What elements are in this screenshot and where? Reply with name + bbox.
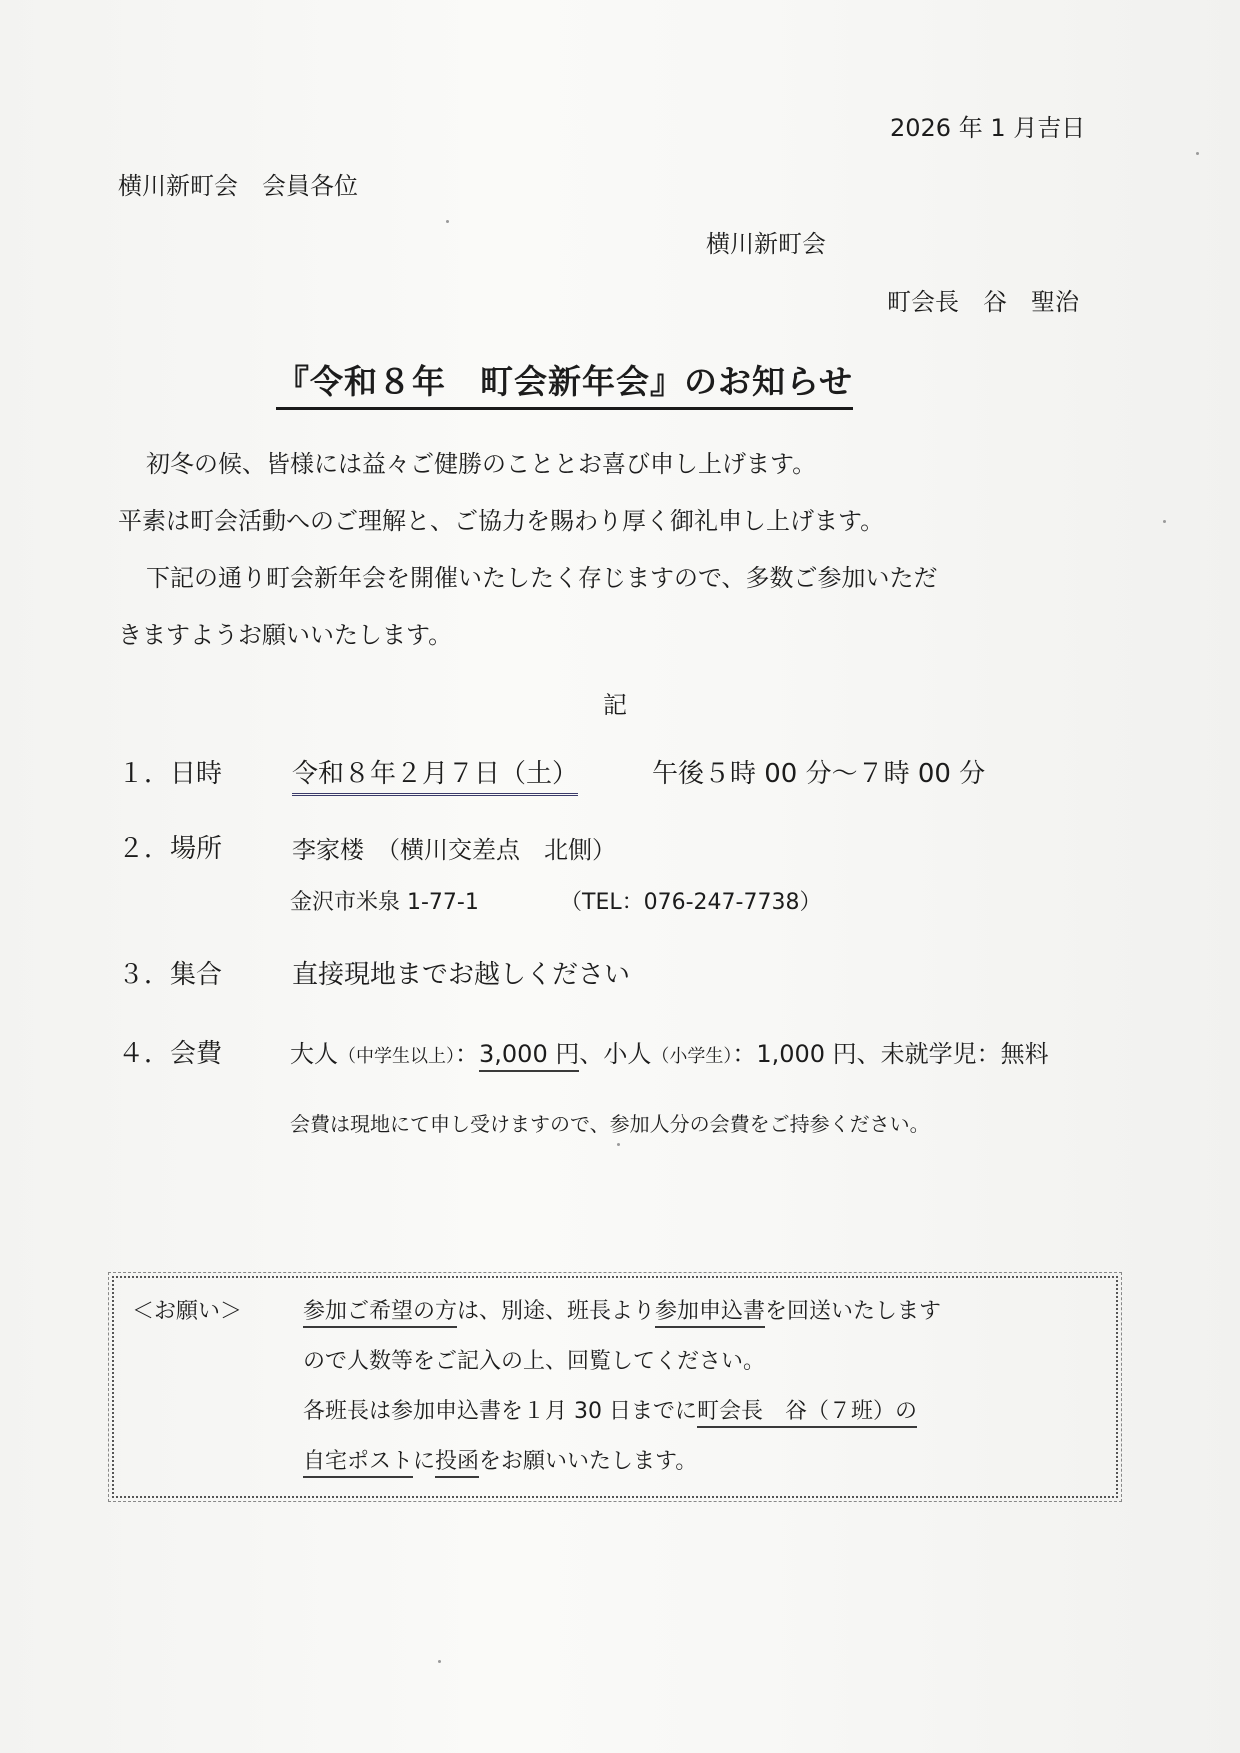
- fee-child-amount: ：1,000 円、未就学児：無料: [732, 1040, 1049, 1068]
- sender-name: 町会長 谷 聖治: [887, 288, 1079, 316]
- request-label: ＜お願い＞: [132, 1299, 243, 1324]
- scan-speck: [617, 1143, 620, 1146]
- request-l4d: をお願いいたします。: [479, 1449, 698, 1474]
- request-l1a: 参加ご希望の方: [303, 1299, 457, 1328]
- request-l4a: 自宅ポスト: [303, 1449, 413, 1478]
- item-gather-label: ３．集合: [118, 960, 223, 990]
- body-paragraph-3a: 下記の通り町会新年会を開催いたしたく存じますので、多数ご参加いただ: [146, 564, 938, 592]
- fee-child: 、小人: [579, 1040, 652, 1068]
- scan-speck: [1196, 152, 1199, 155]
- request-line-4: [303, 1444, 697, 1475]
- sender-org: 横川新町会: [706, 230, 826, 258]
- issue-date: 2026 年 1 月吉日: [890, 114, 1086, 142]
- ki-heading: 記: [603, 691, 627, 719]
- item-datetime-label: １．日時: [118, 759, 223, 789]
- item-datetime-date: 令和８年２月７日（土）: [292, 753, 578, 796]
- item-fee-line: [290, 1034, 1049, 1069]
- request-line-2: ので人数等をご記入の上、回覧してください。: [303, 1349, 766, 1374]
- item-place-label: ２．場所: [118, 834, 223, 864]
- scan-speck: [438, 1660, 441, 1663]
- item-datetime-time: 午後５時 00 分～７時 00 分: [652, 759, 986, 789]
- body-paragraph-1: 初冬の候、皆様には益々ご健勝のこととお喜び申し上げます。: [146, 450, 817, 478]
- body-paragraph-2: 平素は町会活動へのご理解と、ご協力を賜わり厚く御礼申し上げます。: [118, 507, 885, 535]
- request-l4c: 投函: [435, 1449, 479, 1478]
- item-place-address: 金沢市米泉 1-77-1: [290, 890, 479, 915]
- request-l1b: は、別途、班長より: [457, 1299, 656, 1324]
- addressee: 横川新町会 会員各位: [118, 172, 358, 200]
- request-l1c: 参加申込書: [655, 1299, 765, 1328]
- item-place-name: 李家楼 （横川交差点 北側）: [292, 836, 616, 864]
- request-line-3: [303, 1394, 917, 1425]
- fee-adult-amount: 3,000 円: [479, 1040, 579, 1072]
- item-place-tel: （TEL：076-247-7738）: [560, 890, 822, 915]
- fee-child-note: （小学生）: [651, 1046, 733, 1067]
- scan-speck: [1163, 520, 1166, 523]
- body-paragraph-3b: きますようお願いいたします。: [118, 621, 453, 649]
- request-l3b: 町会長 谷（７班）の: [697, 1399, 917, 1428]
- fee-adult: 大人: [290, 1040, 338, 1068]
- fee-adult-note: （中学生以上）: [338, 1046, 455, 1067]
- item-gather-text: 直接現地までお越しください: [292, 960, 631, 990]
- fee-colon: ：: [455, 1040, 479, 1068]
- item-fee-note: 会費は現地にて申し受けますので、参加人分の会費をご持参ください。: [290, 1112, 930, 1136]
- request-line-1: [303, 1294, 941, 1325]
- request-l4b: に: [413, 1449, 436, 1474]
- scan-speck: [446, 220, 449, 223]
- request-l1d: を回送いたします: [765, 1299, 942, 1324]
- request-l3a: 各班長は参加申込書を１月 30 日までに: [303, 1399, 697, 1424]
- page-title: 『令和８年 町会新年会』のお知らせ: [276, 356, 853, 410]
- item-fee-label: ４．会費: [118, 1039, 223, 1069]
